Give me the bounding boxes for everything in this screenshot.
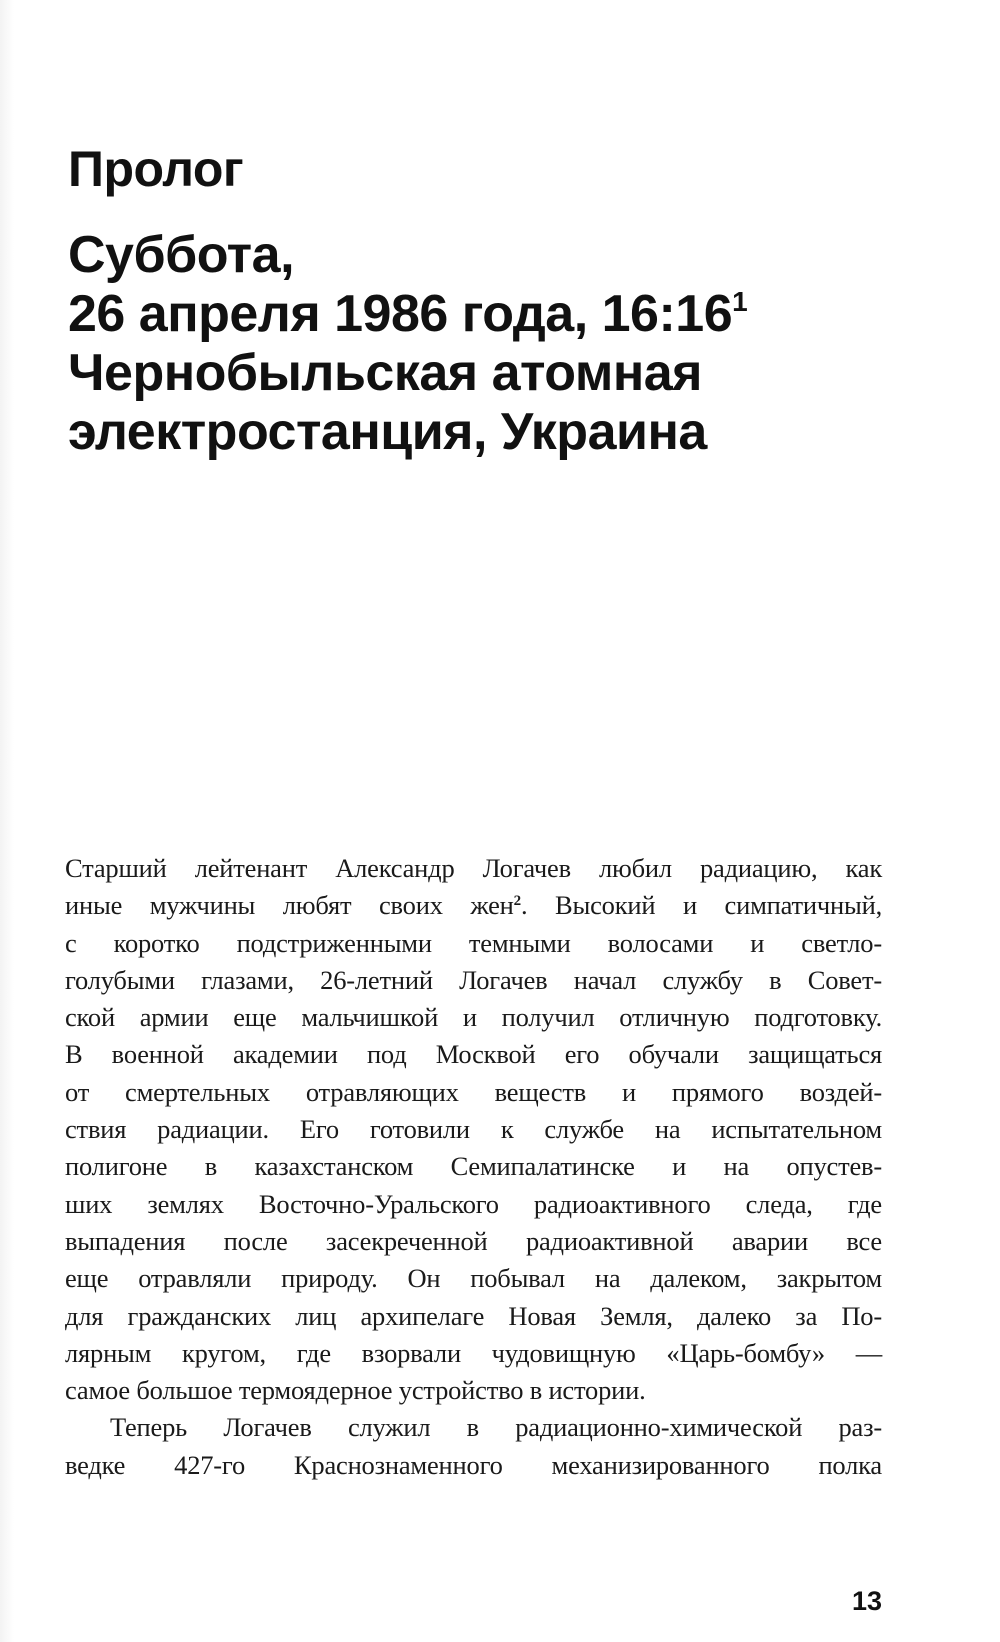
text-line: В военной академии под Москвой его обучали защищаться <box>65 1039 882 1070</box>
chapter-subtitle <box>68 226 747 462</box>
text-line: ведке 427-го Краснознаменного механизированного полка <box>65 1449 882 1480</box>
text-line: выпадения после засекреченной радиоактивной аварии все <box>65 1225 882 1256</box>
subtitle-line: Суббота, <box>68 226 295 284</box>
text-line: лярным кругом, где взорвали чудовищную «Царь-бомбу» — <box>65 1337 882 1368</box>
text-span: иные мужчины любят своих жен <box>65 890 514 921</box>
text-line: ской армии еще мальчишкой и получил отличную подготовку. <box>65 1002 882 1033</box>
subtitle-line <box>68 285 747 344</box>
text-line <box>65 887 882 924</box>
subtitle-line: Чернобыльская атомная <box>68 344 702 402</box>
page-number: 13 <box>851 1586 882 1616</box>
text-line: самое большое термоядерное устройство в истории. <box>65 1375 646 1406</box>
text-line: полигоне в казахстанском Семипалатинске и на опустев- <box>65 1151 882 1182</box>
body-text <box>65 850 882 1484</box>
text-line: Теперь Логачев служил в радиационно-химической раз- <box>110 1412 882 1443</box>
subtitle-date: 26 апреля 1986 года, 16:16 <box>68 285 733 343</box>
text-line: для гражданских лиц архипелаге Новая Земля, далеко за По- <box>65 1300 882 1331</box>
text-line: ших землях Восточно-Уральского радиоактивного следа, где <box>65 1188 882 1219</box>
text-line: голубыми глазами, 26-летний Логачев начал службу в Совет- <box>65 964 882 995</box>
chapter-title: Пролог <box>68 141 244 197</box>
text-line: Старший лейтенант Александр Логачев любил радиацию, как <box>65 853 882 883</box>
subtitle-line: электростанция, Украина <box>68 403 707 461</box>
text-line: ствия радиации. Его готовили к службе на испытательном <box>65 1114 882 1145</box>
footnote-ref: 2 <box>513 893 521 910</box>
footnote-ref: 1 <box>732 286 748 317</box>
text-span: . Высокий и симпатичный, <box>520 890 882 921</box>
text-line: от смертельных отравляющих веществ и прямого воздей- <box>65 1076 882 1107</box>
text-line: еще отравляли природу. Он побывал на далеком, закрытом <box>65 1263 882 1294</box>
text-line: с коротко подстриженными темными волосами и светло- <box>65 927 882 958</box>
